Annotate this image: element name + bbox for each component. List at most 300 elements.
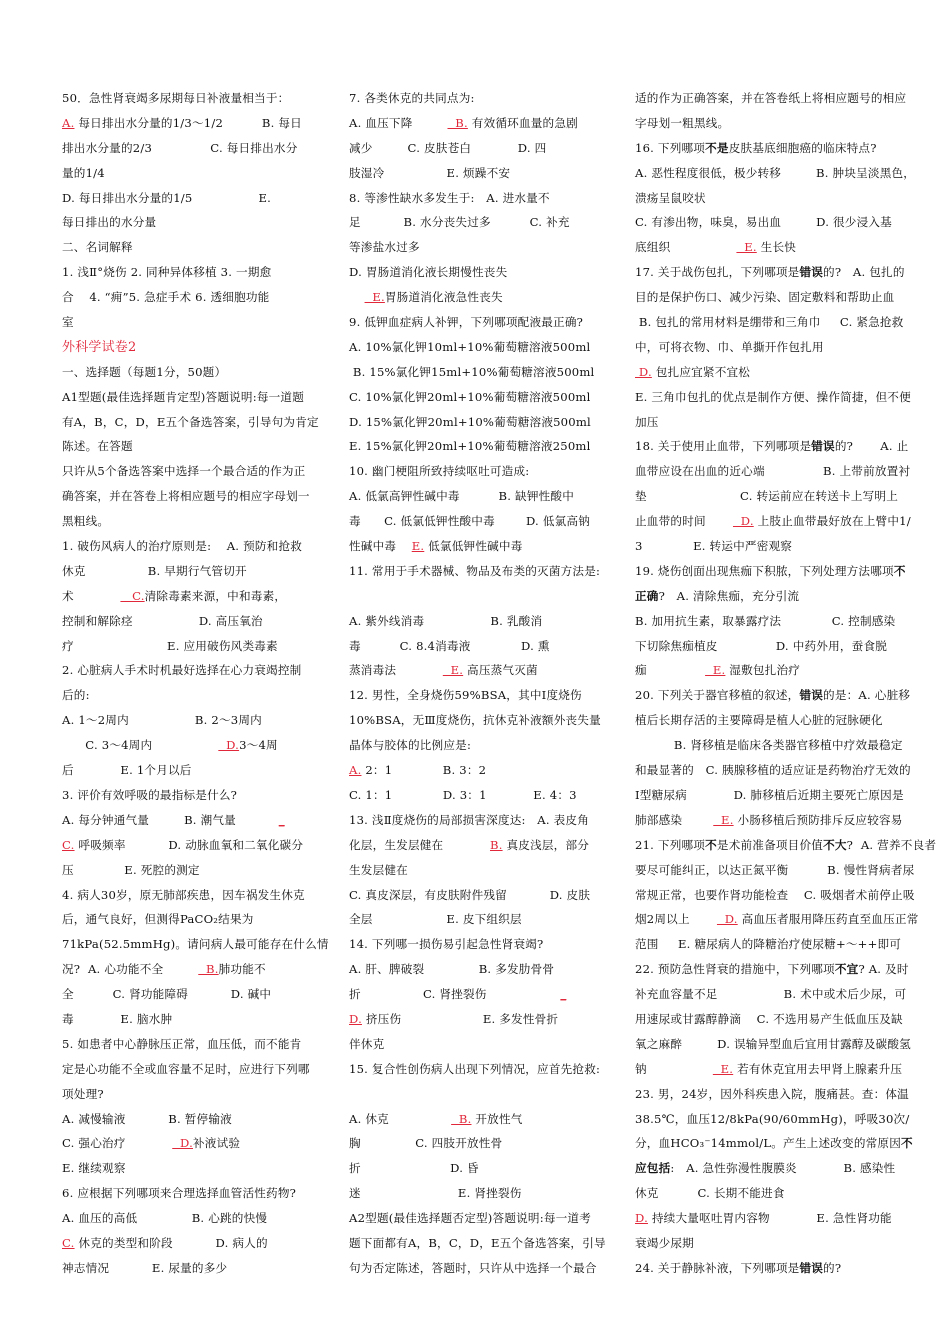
text-line [62, 360, 330, 385]
text-segment: 休克 C. 长期不能进食 [635, 1186, 785, 1201]
column-right [635, 86, 937, 1281]
text-line [349, 982, 609, 1007]
text-line [635, 186, 917, 211]
text-segment: B. 加用抗生素，取暴露疗法 C. 控制感染 [635, 613, 896, 628]
text-segment: 生长快 [756, 240, 797, 255]
text-line [349, 1057, 609, 1082]
text-segment: A. 紫外线消毒 B. 乳酸消 [349, 613, 543, 628]
text-segment: A. 血压的高低 B. 心跳的快慢 [62, 1211, 268, 1226]
text-segment: 真皮浅层，部分 [502, 837, 590, 852]
text-line [62, 808, 330, 833]
text-line [635, 86, 917, 111]
text-segment: C. 3～4周内 [62, 738, 219, 753]
text-segment: 不是 [705, 140, 729, 155]
text-segment: 衰竭少尿期 [635, 1235, 694, 1250]
text-line [62, 932, 330, 957]
text-line [635, 385, 917, 410]
answer-mark: C. [62, 1235, 75, 1250]
text-segment: 的? A. 包扎的 [823, 265, 905, 280]
text-line [62, 883, 330, 908]
text-line [349, 833, 609, 858]
text-segment: 性碱中毒 [349, 539, 412, 554]
answer-mark: D. [716, 912, 738, 927]
text-segment: 24. 关于静脉补液，下列哪项是 [635, 1260, 800, 1275]
text-segment: 止血带的时间 [635, 514, 733, 529]
text-segment: 蒸消毒法 [349, 663, 443, 678]
answer-mark: A. [349, 763, 362, 778]
text-segment: 全 C. 肾功能障碍 D. 碱中 [62, 987, 272, 1002]
text-line [349, 1181, 609, 1206]
text-segment: 胃肠道消化液急性丧失 [384, 290, 503, 305]
text-line [62, 1156, 330, 1181]
text-line [62, 833, 330, 858]
text-line [635, 1131, 917, 1156]
text-line [635, 1256, 917, 1281]
text-segment: 包扎应宜紧不宜松 [651, 364, 751, 379]
text-segment: 11. 常用于手术器械、物品及布类的灭菌方法是: [349, 563, 601, 578]
text-line [635, 111, 917, 136]
text-segment: 14. 下列哪一损伤易引起急性肾衰竭? [349, 937, 544, 952]
text-line [62, 111, 330, 136]
text-line [62, 733, 330, 758]
text-segment: 后 E. 1个月以后 [62, 763, 192, 778]
answer-mark: D. [732, 514, 754, 529]
text-segment: 休克的类型和阶段 D. 病人的 [74, 1235, 268, 1250]
text-line [635, 161, 917, 186]
text-line [635, 484, 917, 509]
answer-mark: E. [364, 290, 385, 305]
text-line [635, 1156, 917, 1181]
text-line [349, 733, 609, 758]
text-segment: 肺部感染 [635, 812, 714, 827]
text-segment: 6. 应根据下列哪项来合理选择血管活性药物? [62, 1186, 297, 1201]
text-line [635, 708, 917, 733]
text-line [349, 858, 609, 883]
text-line [635, 285, 917, 310]
text-line [349, 1231, 609, 1256]
text-segment: 71kPa(52.5mmHg)。请问病人最可能存在什么情 [62, 937, 329, 952]
text-segment: 中，可将衣物、巾、单撕开作包扎用 [635, 339, 824, 354]
text-segment: 12. 男性，全身烧伤59%BSA，其中Ⅰ度烧伤 [349, 688, 582, 703]
text-line [635, 1007, 917, 1032]
text-line [349, 808, 609, 833]
text-segment: 7. 各类休克的共同点为: [349, 91, 475, 105]
text-line [635, 360, 917, 385]
text-line [635, 235, 917, 260]
text-line [62, 658, 330, 683]
text-line [62, 783, 330, 808]
text-segment: 黑粗线。 [62, 514, 110, 529]
text-line [349, 758, 609, 783]
text-line [349, 932, 609, 957]
text-line [349, 1256, 609, 1281]
text-line [635, 1057, 917, 1082]
text-line [349, 783, 609, 808]
text-line [62, 210, 330, 235]
text-line [635, 957, 917, 982]
answer-mark: B. [489, 837, 503, 852]
text-line [349, 584, 609, 609]
text-segment: 只许从5个备选答案中选择一个最合适的作为正 [62, 464, 306, 479]
text-segment: 20. 下列关于器官移植的叙述， [635, 688, 800, 703]
text-segment: 湿敷包扎治疗 [725, 663, 801, 678]
text-line [635, 1231, 917, 1256]
answer-mark: D. [172, 1136, 193, 1151]
text-line [349, 1007, 609, 1032]
text-line [349, 1156, 609, 1181]
text-line [349, 1206, 609, 1231]
text-segment: 休克 B. 早期行气管切开 [62, 563, 247, 578]
text-segment: D. 15%氯化钾20ml+10%葡萄糖溶液500ml [349, 414, 591, 429]
answer-mark: B. [451, 1111, 472, 1126]
text-line [62, 982, 330, 1007]
text-segment: C. 强心治疗 [62, 1136, 173, 1151]
text-segment: 压 E. 死腔的测定 [62, 862, 200, 877]
text-segment: 项处理? [62, 1086, 104, 1101]
text-segment: 上肢止血带最好放在上臂中1/ [753, 514, 911, 529]
text-segment: 不 [705, 837, 717, 852]
text-segment: 50．急性肾衰竭多尿期每日补液量相当于： [62, 91, 290, 105]
text-line [349, 634, 609, 659]
answer-mark: _ [560, 987, 567, 1002]
text-segment: 有效循环血量的急剧 [467, 115, 578, 130]
text-segment: C. 1：1 D. 3：1 E. 4：3 [349, 787, 577, 802]
text-segment: 排出水分量的2/3 C. 每日排出水分 [62, 140, 298, 155]
text-line [635, 683, 917, 708]
text-line [349, 683, 609, 708]
text-line [349, 484, 609, 509]
text-segment: 不大 [823, 837, 847, 852]
text-line [349, 86, 609, 111]
text-segment: 后，通气良好，但测得PaCO₂结果为 [62, 912, 254, 927]
text-segment: 正确 [635, 588, 659, 603]
text-segment: 19. 烧伤创面出现焦痂下积脓，下列处理方法哪项 [635, 563, 894, 578]
text-segment: 呼吸频率 D. 动脉血氧和二氧化碳分 [74, 837, 304, 852]
text-segment: 生发层健在 [349, 862, 408, 877]
text-segment: 合 4. “痈”5. 急症手术 6. 透细胞功能 [62, 290, 270, 305]
text-segment: 高血压者服用降压药直至血压正常 [737, 912, 919, 927]
text-segment: 错误 [811, 439, 835, 454]
text-line [349, 658, 609, 683]
text-segment: 应包括 [635, 1161, 671, 1176]
text-segment: 不 [893, 563, 906, 578]
text-line [635, 907, 917, 932]
answer-mark: B. [198, 962, 219, 977]
text-segment: D. 每日排出水分量的1/5 E. [62, 190, 272, 205]
text-segment: 全层 E. 皮下组织层 [349, 912, 522, 927]
text-line [349, 509, 609, 534]
text-line [62, 434, 330, 459]
text-segment: 8. 等渗性缺水多发生于: A. 进水量不 [349, 190, 550, 205]
text-line [62, 459, 330, 484]
text-segment: 定是心功能不全或血容量不足时，应进行下列哪 [62, 1061, 310, 1076]
text-line [62, 534, 330, 559]
text-line [349, 1107, 609, 1132]
text-segment: 持续大量呕吐胃内容物 E. 急性肾功能 [647, 1211, 892, 1226]
text-segment: 烟2周以上 [635, 912, 717, 927]
text-line [635, 1107, 917, 1132]
text-segment [349, 290, 365, 304]
text-segment: 目的是保护伤口、减少污染、固定敷料和帮助止血 [635, 290, 895, 305]
answer-mark: E. [442, 663, 464, 678]
text-segment: 血带应设在出血的近心端 B. 上带前放置衬 [635, 464, 911, 479]
text-segment: E. 15%氯化钾20ml+10%葡萄糖溶液250ml [349, 439, 591, 454]
text-segment: 的? A. 止 [834, 439, 909, 454]
text-line [62, 484, 330, 509]
text-line [62, 584, 330, 609]
text-line [349, 1032, 609, 1057]
text-line [635, 584, 917, 609]
text-segment: 10. 幽门梗阻所致持续呕吐可造成: [349, 464, 530, 479]
column-left [62, 86, 330, 1281]
text-segment: 胸 C. 四肢开放性骨 [349, 1136, 503, 1151]
text-segment: A. 肝、脾破裂 B. 多发肋骨骨 [349, 962, 555, 977]
text-segment: 清除毒素来源，中和毒素， [144, 588, 287, 603]
text-line [349, 310, 609, 335]
answer-mark: D. [635, 1211, 648, 1226]
text-segment: A. 恶性程度很低，极少转移 B. 肿块呈淡黑色， [635, 165, 916, 180]
text-segment: 2. 心脏病人手术时机最好选择在心力衰竭控制 [62, 663, 302, 678]
text-segment: 量的1/4 [62, 165, 105, 180]
text-line [349, 285, 609, 310]
text-segment: 钠 [635, 1061, 713, 1076]
text-line [62, 1057, 330, 1082]
text-segment: E. 继续观察 [62, 1161, 126, 1176]
text-segment: 分，血HCO₃⁻14mmol/L。产生上述改变的常原因 [635, 1136, 901, 1151]
text-line [349, 883, 609, 908]
text-segment: 加压 [635, 414, 659, 429]
text-segment: ? A. 及时 [858, 962, 909, 977]
text-segment: A. 血压下降 [349, 115, 448, 130]
text-line [349, 161, 609, 186]
text-line [349, 210, 609, 235]
text-segment: 38.5℃，血压12/8kPa(90/60mmHg)，呼吸30次/ [635, 1111, 910, 1126]
text-line [62, 310, 330, 335]
text-line [635, 410, 917, 435]
text-line [635, 136, 917, 161]
text-line [62, 86, 330, 111]
text-segment: 5. 如患者中心静脉压正常，血压低，而不能肯 [62, 1036, 302, 1051]
text-segment: 句为否定陈述，答题时，只许从中选择一个最合 [349, 1260, 597, 1275]
text-line [349, 1082, 609, 1107]
text-segment: 迷 E. 肾挫裂伤 [349, 1186, 522, 1201]
text-segment: 疗 E. 应用破伤风类毒素 [62, 638, 278, 653]
answer-mark: D. [349, 1011, 362, 1026]
answer-mark: C. [62, 837, 75, 852]
text-segment: 减少 C. 皮肤苍白 D. 四 [349, 140, 547, 155]
text-segment: C. 有渗出物，味臭，易出血 D. 很少浸入基 [635, 215, 892, 230]
text-line [635, 1181, 917, 1206]
text-segment: 下切除焦痂植皮 D. 中药外用，蚕食脱 [635, 638, 888, 653]
text-segment: 22. 预防急性肾衰的措施中，下列哪项 [635, 962, 835, 977]
text-segment: 二、名词解释 [62, 240, 133, 255]
text-segment: 高压蒸气灭菌 [463, 663, 538, 678]
text-segment: 垫 C. 转运前应在转送卡上写明上 [635, 489, 898, 504]
text-segment: B. 肾移植是临床各类器官移植中疗效最稳定 [635, 738, 903, 753]
text-segment: 4. 病人30岁，原无肺部疾患，因车祸发生休克 [62, 887, 305, 902]
text-line [635, 260, 917, 285]
text-line [635, 609, 917, 634]
text-line [349, 907, 609, 932]
text-segment: A. 低氯高钾性碱中毒 B. 缺钾性酸中 [349, 489, 575, 504]
text-line [62, 410, 330, 435]
text-line [62, 1007, 330, 1032]
text-segment: 题下面都有A，B，C，D，E五个备选答案，引导 [349, 1235, 606, 1250]
text-line [62, 385, 330, 410]
text-line [635, 1032, 917, 1057]
answer-mark: D. [635, 364, 652, 379]
text-segment: 是术前准备项目价值 [716, 837, 824, 852]
text-segment: : A. 急性弥漫性腹膜炎 B. 感染性 [670, 1161, 896, 1176]
text-line [62, 758, 330, 783]
text-segment: 每日排出水分量的1/3～1/2 B. 每日 [74, 115, 302, 130]
text-line [635, 1082, 917, 1107]
text-line [349, 1131, 609, 1156]
text-line [635, 658, 917, 683]
text-segment: 21. 下列哪项 [635, 837, 706, 852]
text-line [62, 260, 330, 285]
text-segment: 23. 男，24岁，因外科疾患入院，腹痛甚。查：体温 [635, 1086, 909, 1101]
text-segment: 小肠移植后预防排斥反应较容易 [733, 812, 903, 827]
text-line [349, 459, 609, 484]
text-segment: 溃疡呈鼠咬状 [635, 190, 706, 205]
text-line [635, 434, 917, 459]
text-segment: 氧之麻醉 D. 误输异型血后宜用甘露醇及碳酸氢 [635, 1036, 911, 1051]
text-segment: A. 减慢输液 B. 暂停输液 [62, 1111, 232, 1126]
text-segment: 的是：A. 心脏移 [823, 688, 911, 703]
text-line [349, 235, 609, 260]
text-segment: ? A. 清除焦痂，充分引流 [658, 588, 800, 603]
text-line [635, 559, 917, 584]
text-segment: 16. 下列哪项 [635, 140, 706, 155]
text-segment: 用速尿或甘露醇静滴 C. 不选用易产生低血压及缺 [635, 1011, 903, 1026]
text-segment: 等渗盐水过多 [349, 240, 420, 255]
text-segment: 低氯低钾性碱中毒 [424, 539, 523, 554]
column-middle [349, 86, 609, 1281]
text-line [635, 534, 917, 559]
text-segment: 不宜 [834, 962, 859, 977]
answer-mark: E. [736, 240, 757, 255]
text-segment: 皮肤基底细胞癌的临床特点? [728, 140, 877, 155]
text-segment: 适的作为正确答案，并在答卷纸上将相应题号的相应 [635, 91, 907, 105]
text-segment: 伴休克 [349, 1036, 385, 1051]
text-segment: 折 D. 昏 [349, 1161, 479, 1176]
text-segment: 控制和解除痉 D. 高压氧治 [62, 613, 263, 628]
text-segment: 确答案，并在答卷上将相应题号的相应字母划一 [62, 489, 310, 504]
text-segment: A2型题(最佳选择题否定型)答题说明:每一道考 [349, 1211, 591, 1226]
text-line [635, 310, 917, 335]
text-segment: 一、选择题（每题1分，50题） [62, 364, 227, 379]
text-segment: 1. 破伤风病人的治疗原则是: A. 预防和抢救 [62, 539, 303, 554]
text-line [62, 1206, 330, 1231]
text-segment: 毒 C. 8.4消毒液 D. 熏 [349, 638, 550, 653]
text-segment: Ⅰ型糖尿病 D. 肺移植后近期主要死亡原因是 [635, 787, 904, 802]
text-segment: A. 每分钟通气量 B. 潮气量 [62, 812, 279, 827]
text-line [635, 733, 917, 758]
text-segment: 13. 浅Ⅱ度烧伤的局部损害深度达: A. 表皮角 [349, 812, 590, 827]
text-segment: 毒 C. 低氯低钾性酸中毒 D. 低氯高钠 [349, 514, 590, 529]
text-line [62, 858, 330, 883]
text-segment: 陈述。在答题 [62, 439, 133, 454]
text-segment: 1. 浅Ⅱ°烧伤 2. 同种异体移植 3. 一期愈 [62, 265, 272, 280]
text-segment: 3 E. 转运中严密观察 [635, 539, 793, 554]
text-line [62, 1107, 330, 1132]
text-line [62, 186, 330, 211]
text-segment: A. 休克 [349, 1111, 452, 1126]
text-line [349, 434, 609, 459]
text-line [635, 634, 917, 659]
text-line [62, 235, 330, 260]
text-segment: 和最显著的 C. 胰腺移植的适应证是药物治疗无效的 [635, 763, 911, 778]
text-segment: B. 15%氯化钾15ml+10%葡萄糖溶液500ml [349, 364, 595, 379]
text-line [635, 833, 937, 858]
text-segment: 神志情况 E. 尿量的多少 [62, 1260, 228, 1275]
text-line [349, 708, 609, 733]
answer-mark: A. [62, 115, 75, 130]
text-segment: 2：1 B. 3：2 [361, 763, 487, 778]
text-line [62, 509, 330, 534]
text-line [349, 609, 609, 634]
answer-mark: E. [705, 663, 726, 678]
text-line [62, 285, 330, 310]
text-line [635, 858, 917, 883]
text-segment: 后的: [62, 688, 90, 703]
text-line [635, 883, 917, 908]
text-segment: A1型题(最佳选择题肯定型)答题说明:每一道题 [62, 389, 304, 404]
text-line [62, 683, 330, 708]
text-line [635, 758, 917, 783]
text-segment: 底组织 [635, 240, 737, 255]
text-segment: 10%BSA，无Ⅲ度烧伤，抗休克补液额外丧失量 [349, 713, 601, 728]
text-line [62, 634, 330, 659]
text-segment: C. 10%氯化钾20ml+10%葡萄糖溶液500ml [349, 389, 591, 404]
text-segment: C. 真皮深层，有皮肤附件残留 D. 皮肤 [349, 887, 591, 902]
text-segment: 若有休克宜用去甲肾上腺素升压 [733, 1061, 903, 1076]
text-line [62, 609, 330, 634]
answer-mark: E. [712, 1061, 734, 1076]
text-line [62, 559, 330, 584]
text-line [635, 509, 917, 534]
text-segment: 范围 E. 糖尿病人的降糖治疗使尿糖+～++即可 [635, 937, 902, 952]
text-line [62, 1032, 330, 1057]
text-line [635, 335, 917, 360]
text-line [62, 1082, 330, 1107]
text-segment: 毒 E. 脑水肿 [62, 1011, 173, 1026]
text-segment: 挤压伤 E. 多发性骨折 [361, 1011, 559, 1026]
text-line [62, 1181, 330, 1206]
text-segment: 18. 关于使用止血带，下列哪项是 [635, 439, 812, 454]
text-segment: 肺功能不 [218, 962, 266, 977]
text-line [62, 1231, 330, 1256]
text-segment: 有A，B，C，D，E五个备选答案，引导句为肯定 [62, 414, 319, 429]
text-line [635, 808, 917, 833]
answer-mark: B. [447, 115, 468, 130]
text-line [349, 186, 609, 211]
text-segment: 不 [901, 1136, 913, 1151]
text-segment: 错误 [799, 1260, 824, 1275]
answer-mark: _ [278, 812, 285, 827]
text-segment: 肢湿冷 E. 烦躁不安 [349, 165, 511, 180]
text-line [62, 1131, 330, 1156]
text-line [62, 161, 330, 186]
text-line [62, 957, 330, 982]
text-segment: 补液试验 [192, 1136, 241, 1151]
text-segment: A. 1～2周内 B. 2～3周内 [62, 713, 262, 728]
answer-mark: D. [218, 738, 240, 753]
text-segment: ? A. 营养不良者 [846, 837, 937, 852]
text-segment: 植后长期存活的主要障碍是植人心脏的冠脉硬化 [635, 713, 883, 728]
answer-mark: E. [411, 539, 425, 554]
